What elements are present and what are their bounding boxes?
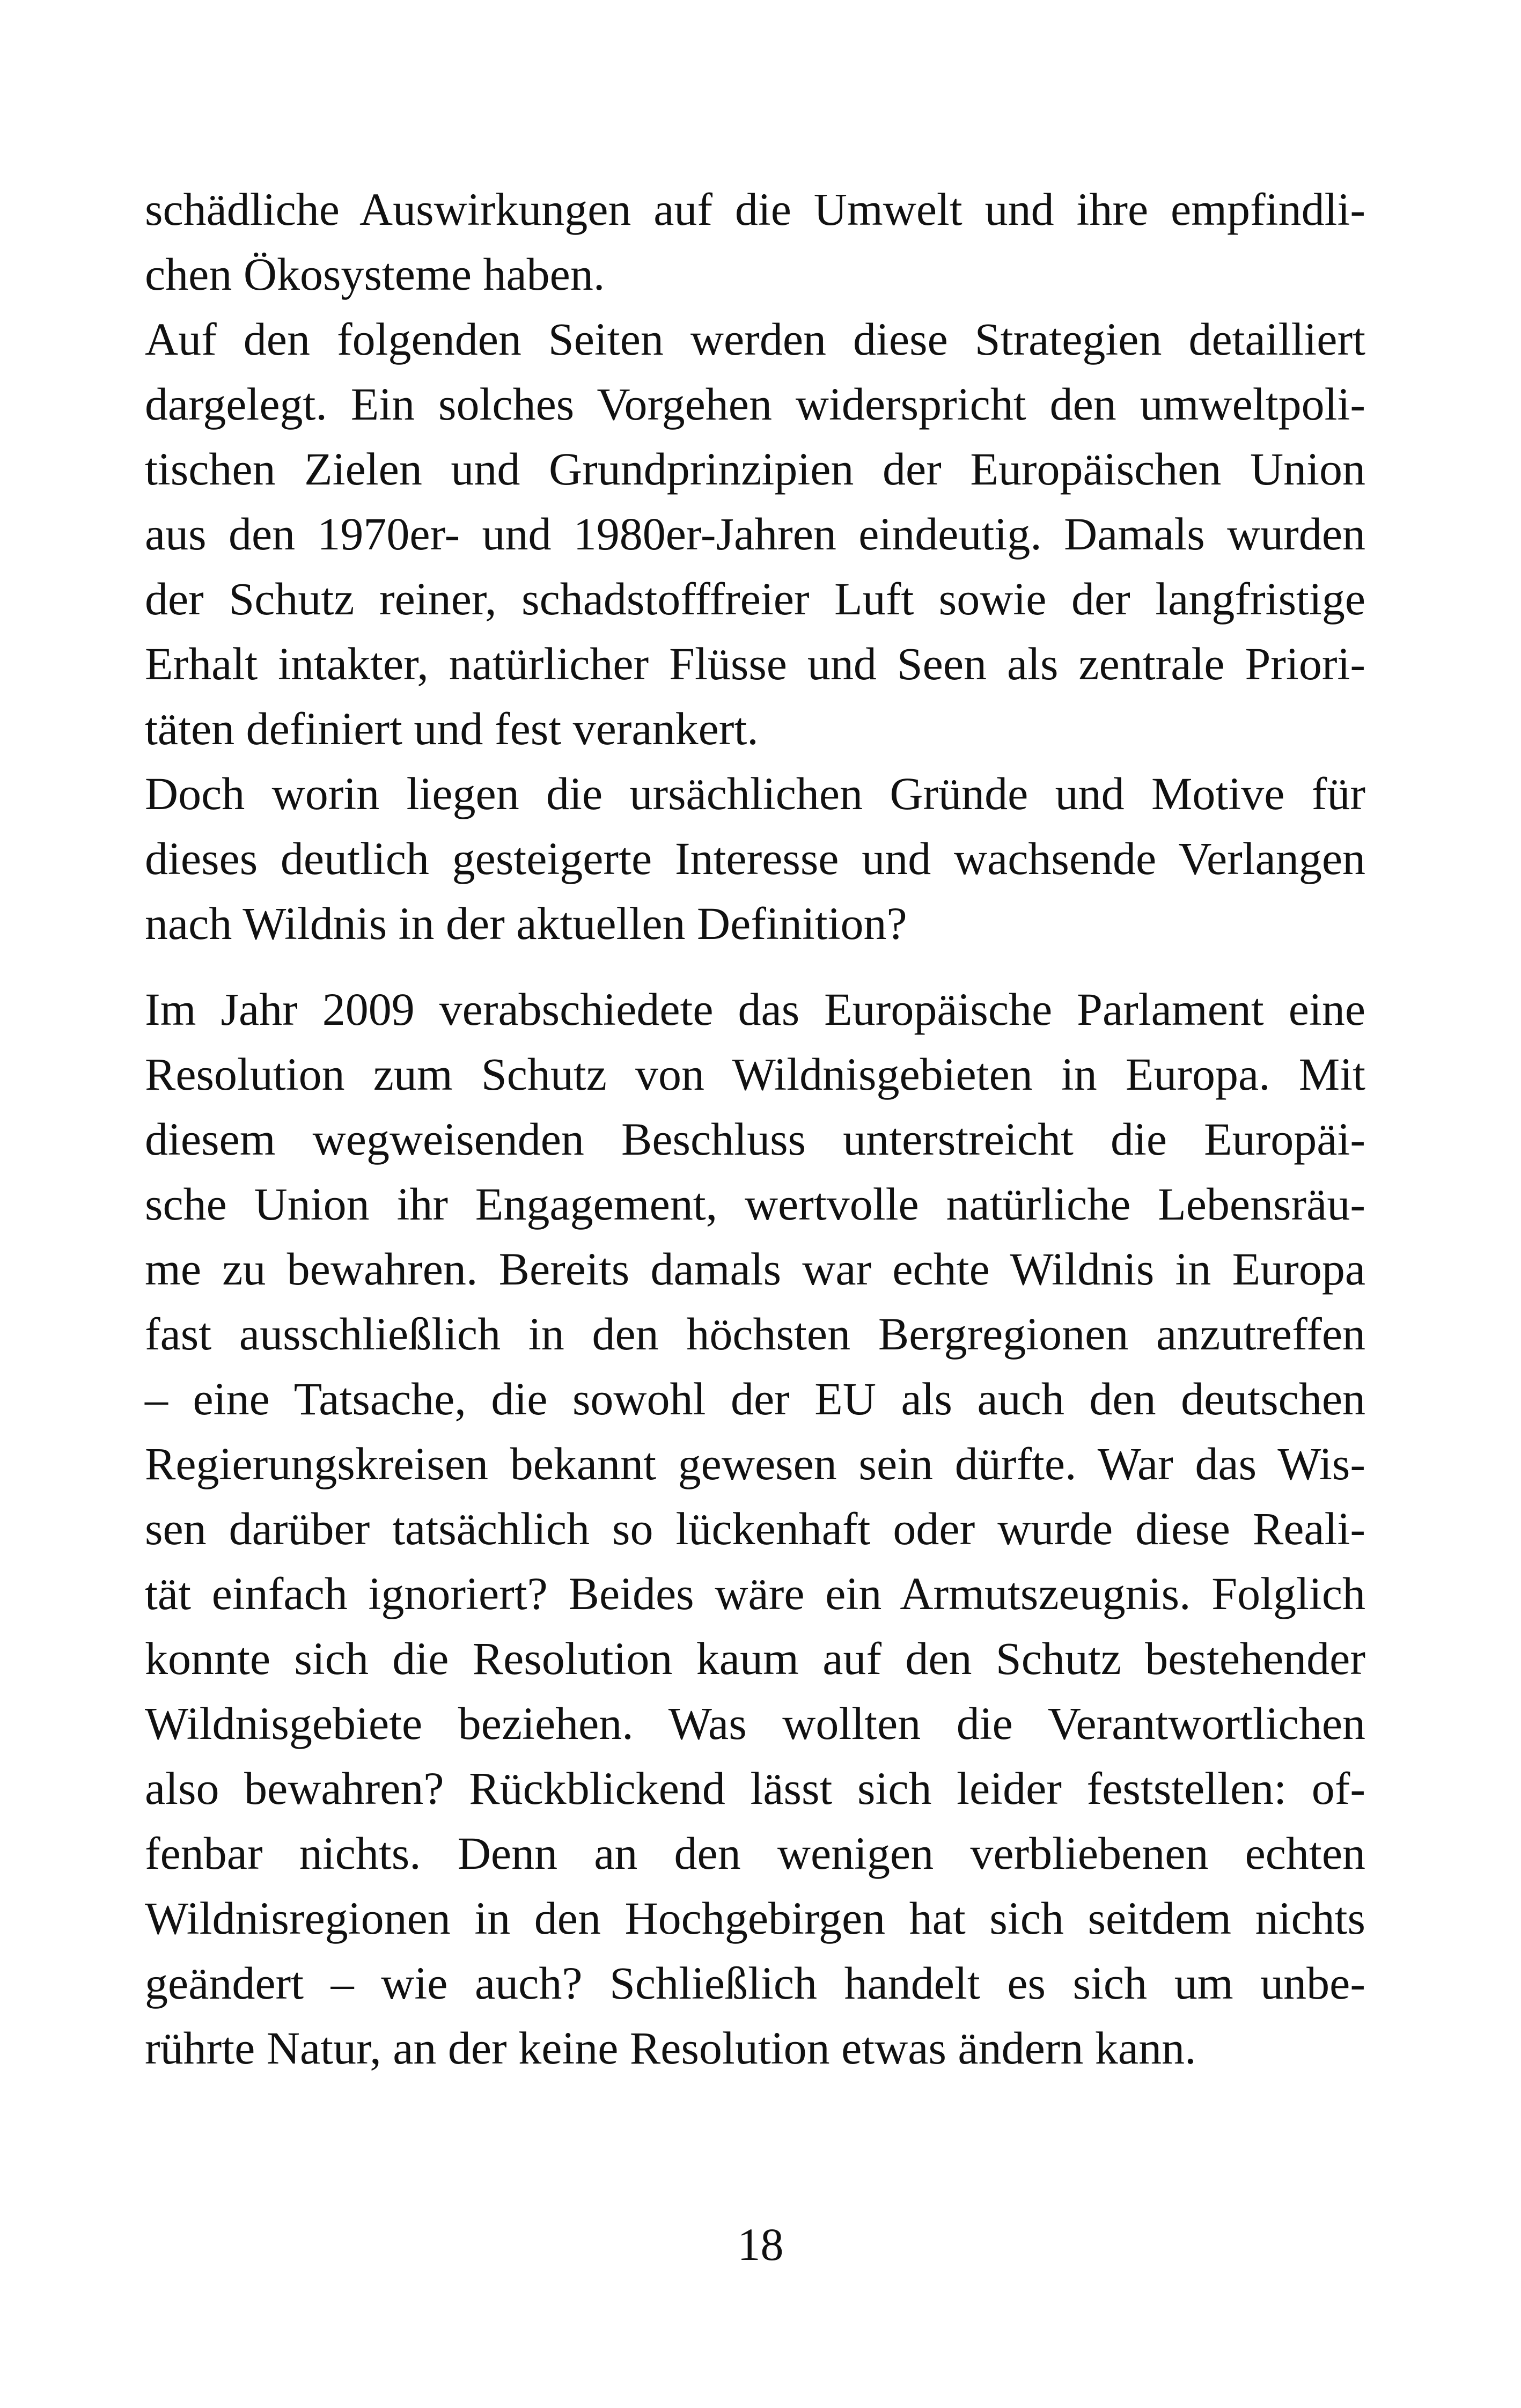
text-line: tischen Zielen und Grundprinzipien der Europäischen Union (145, 443, 1365, 495)
text-line: Resolution zum Schutz von Wildnisgebieten in Europa. Mit (145, 1048, 1365, 1100)
text-line: täten definiert und fest verankert. (145, 703, 759, 754)
paragraph-gap (145, 956, 1365, 977)
text-line: Erhalt intakter, natürlicher Flüsse und Seen als zentrale Priori- (145, 638, 1365, 689)
text-line: dieses deutlich gesteigerte Interesse und wachsende Verlangen (145, 833, 1365, 884)
text-line: me zu bewahren. Bereits damals war echte Wildnis in Europa (145, 1243, 1365, 1295)
text-line: Im Jahr 2009 verabschiedete das Europäische Parlament eine (145, 983, 1365, 1035)
text-line: Wildnisregionen in den Hochgebirgen hat sich seitdem nichts (145, 1892, 1365, 1944)
text-line: geändert – wie auch? Schließlich handelt es sich um unbe- (145, 1957, 1365, 2009)
text-line: – eine Tatsache, die sowohl der EU als auch den deutschen (145, 1373, 1365, 1425)
text-line: fenbar nichts. Denn an den wenigen verbliebenen echten (145, 1827, 1365, 1879)
text-line: der Schutz reiner, schadstofffreier Luft sowie der langfristige (145, 573, 1365, 625)
text-line: also bewahren? Rückblickend lässt sich leider feststellen: of- (145, 1763, 1365, 1814)
text-line: Wildnisgebiete beziehen. Was wollten die Verantwortlichen (145, 1698, 1365, 1749)
text-line: dargelegt. Ein solches Vorgehen widerspricht den umweltpoli- (145, 378, 1365, 430)
text-line: sen darüber tatsächlich so lückenhaft oder wurde diese Reali- (145, 1503, 1365, 1554)
text-line: Auf den folgenden Seiten werden diese Strategien detailliert (145, 313, 1365, 365)
text-line: diesem wegweisenden Beschluss unterstreicht die Europäi- (145, 1113, 1365, 1165)
text-line: nach Wildnis in der aktuellen Definition? (145, 898, 907, 949)
page-number: 18 (737, 2219, 784, 2270)
text-line: chen Ökosysteme haben. (145, 248, 605, 300)
text-line: rührte Natur, an der keine Resolution etwas ändern kann. (145, 2022, 1196, 2074)
text-line: tät einfach ignoriert? Beides wäre ein Armutszeugnis. Folglich (145, 1568, 1365, 1619)
text-line: fast ausschließlich in den höchsten Bergregionen anzutreffen (145, 1308, 1365, 1360)
text-line: schädliche Auswirkungen auf die Umwelt und ihre empfindli- (145, 183, 1365, 235)
text-line: Doch worin liegen die ursächlichen Gründe und Motive für (145, 768, 1365, 819)
text-line: konnte sich die Resolution kaum auf den Schutz bestehender (145, 1633, 1365, 1684)
text-line: sche Union ihr Engagement, wertvolle natürliche Lebensräu- (145, 1178, 1365, 1230)
body-text (145, 177, 1365, 2081)
text-line: aus den 1970er- und 1980er-Jahren eindeutig. Damals wurden (145, 508, 1365, 560)
text-line: Regierungskreisen bekannt gewesen sein dürfte. War das Wis- (145, 1438, 1365, 1489)
